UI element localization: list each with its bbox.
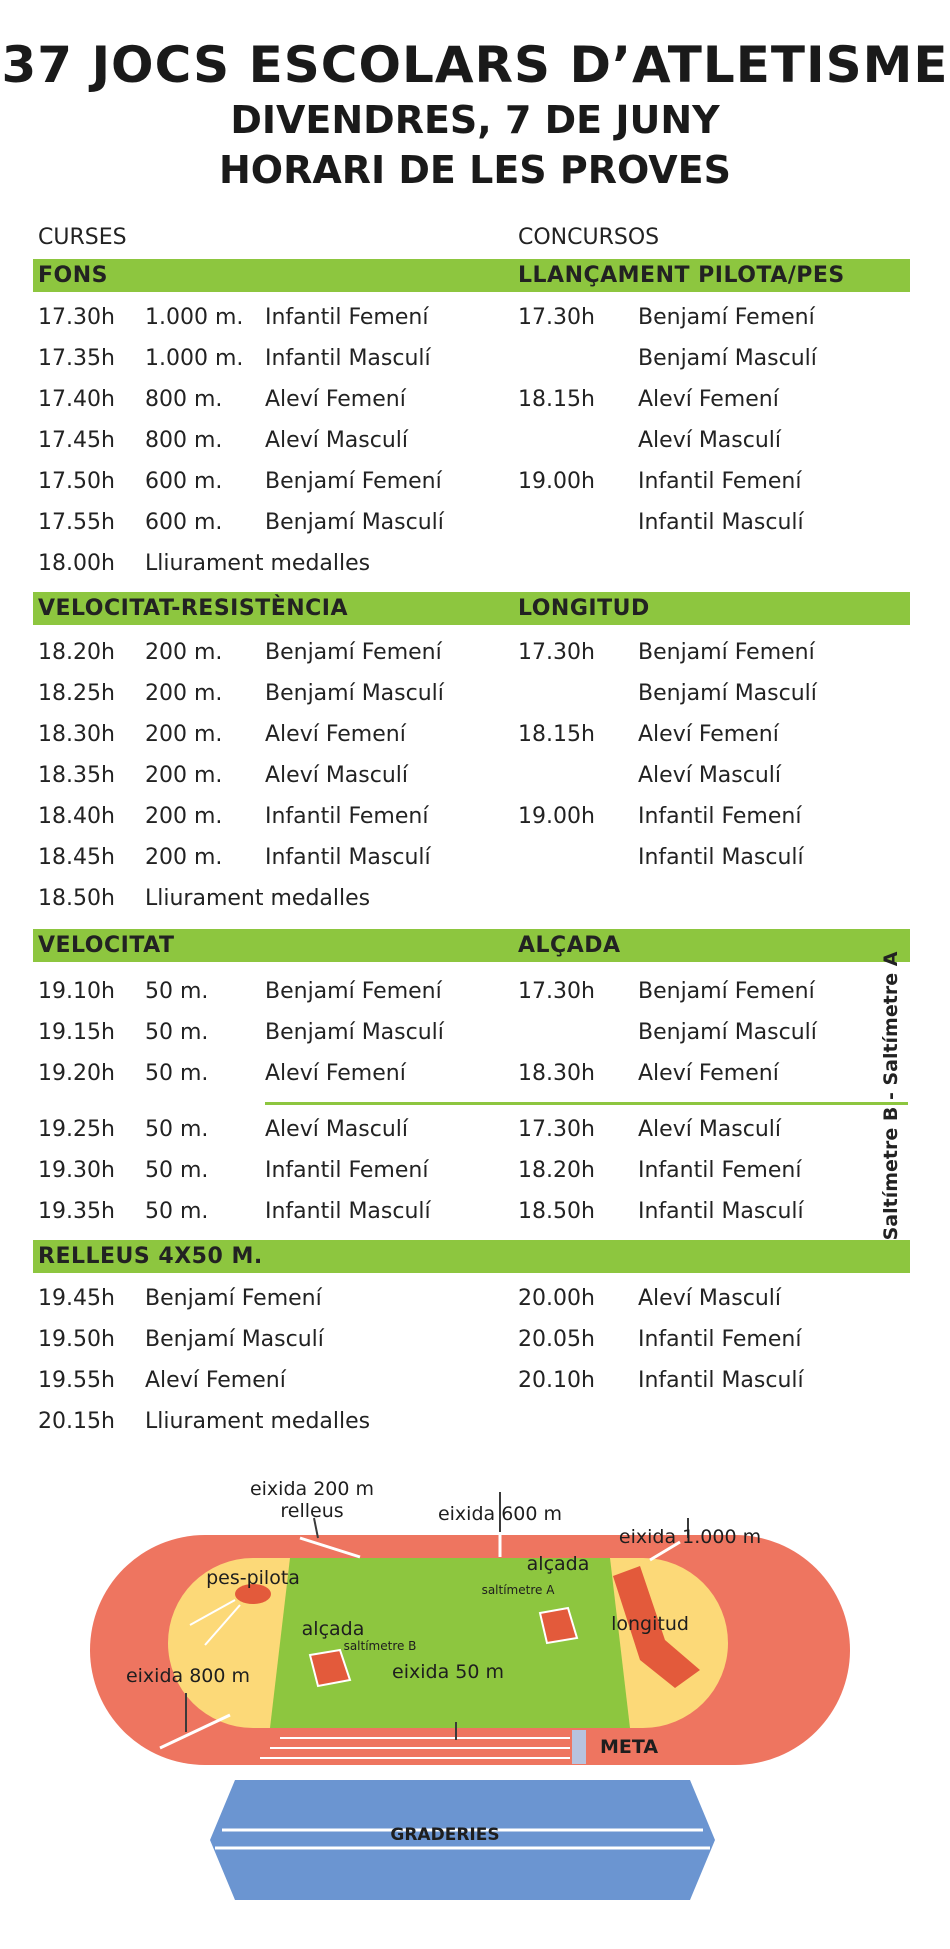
field-category: Aleví Masculí bbox=[638, 428, 782, 453]
race-time: 17.30h bbox=[38, 305, 115, 330]
race-time: 17.50h bbox=[38, 469, 115, 494]
race-time: 19.45h bbox=[38, 1286, 115, 1311]
finish-line bbox=[572, 1730, 586, 1764]
race-time: 19.25h bbox=[38, 1117, 115, 1142]
race-time: 18.25h bbox=[38, 681, 115, 706]
race-category: Benjamí Masculí bbox=[145, 1327, 324, 1352]
race-category: Infantil Masculí bbox=[265, 346, 431, 371]
race-category: Aleví Masculí bbox=[265, 763, 409, 788]
race-category: Aleví Femení bbox=[145, 1368, 286, 1393]
field-time: 18.50h bbox=[518, 1199, 595, 1224]
race-time: 18.50h bbox=[38, 886, 115, 911]
race-time: 20.15h bbox=[38, 1409, 115, 1434]
field-category: Benjamí Femení bbox=[638, 305, 815, 330]
race-category: Aleví Femení bbox=[265, 387, 406, 412]
field-category: Aleví Masculí bbox=[638, 763, 782, 788]
label-stands: GRADERIES bbox=[390, 1825, 500, 1845]
label-finish: META bbox=[600, 1736, 659, 1758]
race-time: 17.45h bbox=[38, 428, 115, 453]
race-time: 17.40h bbox=[38, 387, 115, 412]
race-category: Benjamí Masculí bbox=[265, 510, 444, 535]
section-title-left: VELOCITAT-RESISTÈNCIA bbox=[38, 596, 348, 621]
field-category: Aleví Femení bbox=[638, 1061, 779, 1086]
field-category: Aleví Femení bbox=[638, 387, 779, 412]
race-distance: 50 m. bbox=[145, 1199, 209, 1224]
race-distance: 1.000 m. bbox=[145, 346, 244, 371]
race-distance: 50 m. bbox=[145, 979, 209, 1004]
race-time: 18.35h bbox=[38, 763, 115, 788]
section-bar-fons bbox=[33, 259, 910, 292]
field-category: Aleví Masculí bbox=[638, 1117, 782, 1142]
field-category: Benjamí Femení bbox=[638, 640, 815, 665]
race-distance: 200 m. bbox=[145, 681, 223, 706]
race-time: 19.15h bbox=[38, 1020, 115, 1045]
field-category: Infantil Masculí bbox=[638, 1199, 804, 1224]
race-distance: 200 m. bbox=[145, 640, 223, 665]
race-time: 18.00h bbox=[38, 551, 115, 576]
schedule-title: HORARI DE LES PROVES bbox=[218, 148, 732, 192]
field-category: Infantil Masculí bbox=[638, 510, 804, 535]
race-distance: 800 m. bbox=[145, 428, 223, 453]
field-category: Infantil Femení bbox=[638, 469, 802, 494]
section-title-right: LONGITUD bbox=[518, 596, 650, 621]
race-distance: 200 m. bbox=[145, 722, 223, 747]
race-time: 19.30h bbox=[38, 1158, 115, 1183]
section-title-right: LLANÇAMENT PILOTA/PES bbox=[518, 263, 845, 288]
field-time: 18.20h bbox=[518, 1158, 595, 1183]
field-category: Infantil Masculí bbox=[638, 845, 804, 870]
relay-category: Infantil Masculí bbox=[638, 1368, 804, 1393]
track-map bbox=[0, 1450, 950, 1949]
field-time: 17.30h bbox=[518, 979, 595, 1004]
field-category: Benjamí Masculí bbox=[638, 1020, 817, 1045]
label-high-jump-b: alçada bbox=[301, 1618, 365, 1640]
race-category: Infantil Femení bbox=[265, 305, 429, 330]
race-time: 18.45h bbox=[38, 845, 115, 870]
label-start-1000: eixida 1.000 m bbox=[618, 1526, 762, 1548]
race-category: Benjamí Masculí bbox=[265, 681, 444, 706]
race-category: Aleví Masculí bbox=[265, 428, 409, 453]
race-category: Infantil Masculí bbox=[265, 1199, 431, 1224]
field-category: Benjamí Femení bbox=[638, 979, 815, 1004]
race-time: 19.50h bbox=[38, 1327, 115, 1352]
race-category: Aleví Femení bbox=[265, 1061, 406, 1086]
event-date: DIVENDRES, 7 DE JUNY bbox=[230, 98, 720, 142]
medal-ceremony: Lliurament medalles bbox=[145, 1409, 371, 1434]
race-category: Aleví Masculí bbox=[265, 1117, 409, 1142]
race-category: Benjamí Femení bbox=[265, 640, 442, 665]
medal-ceremony: Lliurament medalles bbox=[145, 551, 371, 576]
race-time: 18.30h bbox=[38, 722, 115, 747]
field-category: Infantil Femení bbox=[638, 804, 802, 829]
label-shot-ball: pes-pilota bbox=[206, 1567, 300, 1589]
label-start-800: eixida 800 m bbox=[125, 1665, 251, 1687]
race-distance: 50 m. bbox=[145, 1158, 209, 1183]
field-category: Benjamí Masculí bbox=[638, 681, 817, 706]
race-category: Aleví Femení bbox=[265, 722, 406, 747]
race-time: 19.55h bbox=[38, 1368, 115, 1393]
section-title-left: VELOCITAT bbox=[38, 933, 175, 958]
race-time: 19.35h bbox=[38, 1199, 115, 1224]
race-distance: 200 m. bbox=[145, 804, 223, 829]
race-distance: 50 m. bbox=[145, 1061, 209, 1086]
section-title-left: RELLEUS 4X50 M. bbox=[38, 1244, 263, 1269]
relay-category: Aleví Masculí bbox=[638, 1286, 782, 1311]
race-distance: 600 m. bbox=[145, 469, 223, 494]
label-start-600: eixida 600 m bbox=[437, 1503, 563, 1525]
race-distance: 1.000 m. bbox=[145, 305, 244, 330]
field-time: 18.15h bbox=[518, 387, 595, 412]
event-title: 37 JOCS ESCOLARS D’ATLETISME bbox=[1, 36, 949, 94]
relay-time: 20.00h bbox=[518, 1286, 595, 1311]
race-category: Benjamí Masculí bbox=[265, 1020, 444, 1045]
relay-category: Infantil Femení bbox=[638, 1327, 802, 1352]
field-category: Aleví Femení bbox=[638, 722, 779, 747]
label-saltimetre-a: saltímetre A bbox=[481, 1583, 555, 1597]
section-title-right: ALÇADA bbox=[518, 933, 621, 958]
race-category: Infantil Masculí bbox=[265, 845, 431, 870]
race-distance: 600 m. bbox=[145, 510, 223, 535]
saltimetre-side-label: Saltímetre B - Saltímetre A bbox=[880, 951, 902, 1241]
race-time: 17.35h bbox=[38, 346, 115, 371]
section-bar-relleus bbox=[33, 1240, 910, 1273]
section-title-left: FONS bbox=[38, 263, 108, 288]
race-distance: 50 m. bbox=[145, 1117, 209, 1142]
field-time: 19.00h bbox=[518, 804, 595, 829]
field-category: Benjamí Masculí bbox=[638, 346, 817, 371]
field-time: 17.30h bbox=[518, 305, 595, 330]
label-saltimetre-b: saltímetre B bbox=[343, 1639, 417, 1653]
race-distance: 200 m. bbox=[145, 845, 223, 870]
field-time: 18.30h bbox=[518, 1061, 595, 1086]
label-long-jump: longitud bbox=[611, 1613, 689, 1635]
section-bar-velocitat bbox=[33, 929, 910, 962]
race-category: Benjamí Femení bbox=[145, 1286, 322, 1311]
relay-time: 20.10h bbox=[518, 1368, 595, 1393]
field-time: 18.15h bbox=[518, 722, 595, 747]
race-time: 18.20h bbox=[38, 640, 115, 665]
race-category: Infantil Femení bbox=[265, 1158, 429, 1183]
relay-time: 20.05h bbox=[518, 1327, 595, 1352]
central-field bbox=[290, 1558, 610, 1728]
field-time: 17.30h bbox=[518, 640, 595, 665]
label-relay: relleus bbox=[280, 1500, 344, 1522]
label-start-50: eixida 50 m bbox=[392, 1661, 504, 1683]
saltimetre-divider bbox=[265, 1102, 908, 1105]
label-high-jump-a: alçada bbox=[526, 1553, 590, 1575]
field-time: 19.00h bbox=[518, 469, 595, 494]
race-distance: 50 m. bbox=[145, 1020, 209, 1045]
race-time: 17.55h bbox=[38, 510, 115, 535]
race-category: Benjamí Femení bbox=[265, 469, 442, 494]
race-time: 18.40h bbox=[38, 804, 115, 829]
column-header-concursos: CONCURSOS bbox=[518, 225, 660, 250]
field-time: 17.30h bbox=[518, 1117, 595, 1142]
race-category: Benjamí Femení bbox=[265, 979, 442, 1004]
column-header-curses: CURSES bbox=[38, 225, 127, 250]
race-distance: 200 m. bbox=[145, 763, 223, 788]
race-time: 19.10h bbox=[38, 979, 115, 1004]
race-category: Infantil Femení bbox=[265, 804, 429, 829]
medal-ceremony: Lliurament medalles bbox=[145, 886, 371, 911]
label-start-200: eixida 200 m bbox=[249, 1478, 375, 1500]
field-category: Infantil Femení bbox=[638, 1158, 802, 1183]
race-time: 19.20h bbox=[38, 1061, 115, 1086]
section-bar-velocitat-resistencia bbox=[33, 592, 910, 625]
race-distance: 800 m. bbox=[145, 387, 223, 412]
